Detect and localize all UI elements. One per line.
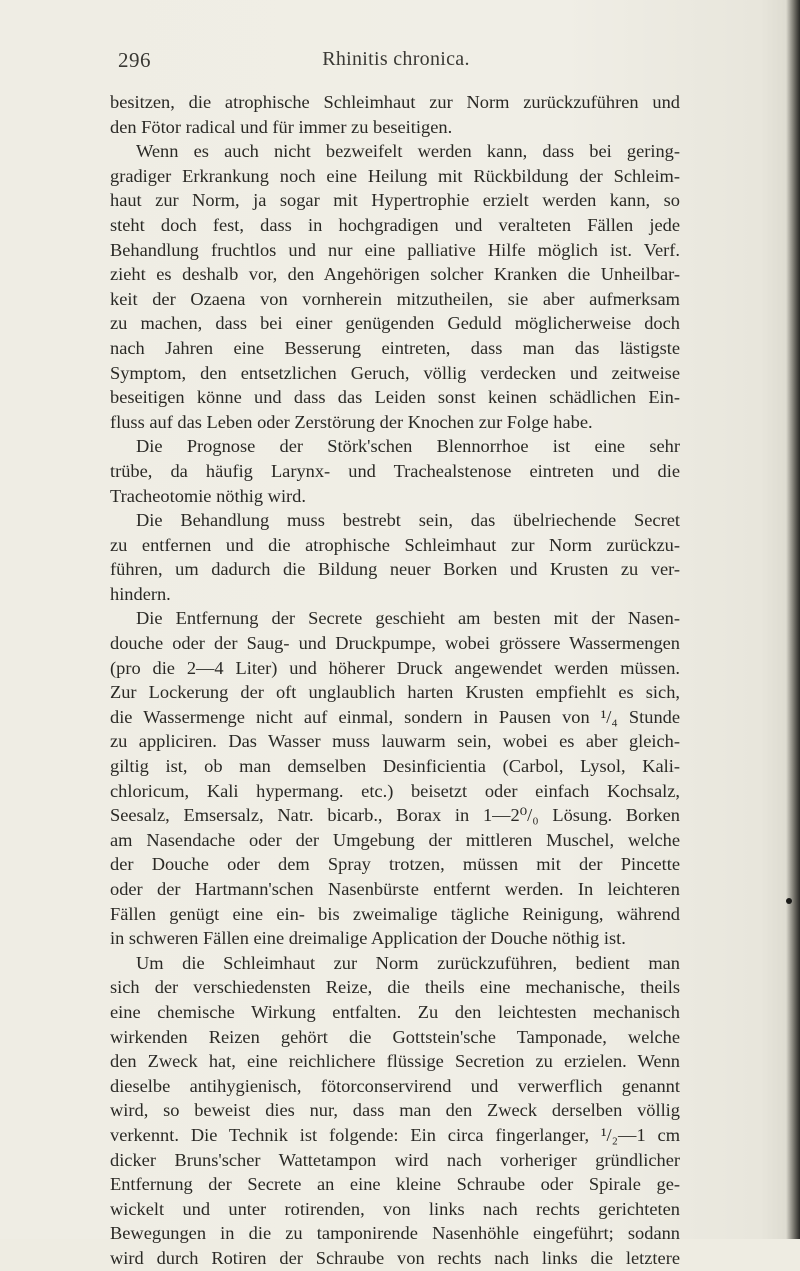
page-number: 296 bbox=[118, 48, 151, 72]
text-line: beseitigen könne und dass das Leiden sonst keinen schädlichen Ein- bbox=[110, 387, 680, 408]
text-line: zu appliciren. Das Wasser muss lauwarm sein, wobei es aber gleich- bbox=[110, 731, 680, 752]
text-line: hindern. bbox=[110, 583, 171, 604]
text-line: führen, um dadurch die Bildung neuer Borken und Krusten zu ver- bbox=[110, 559, 680, 580]
text-line: den Zweck hat, eine reichlichere flüssige Secretion zu erzielen. Wenn bbox=[110, 1051, 680, 1072]
text-line: trübe, da häufig Larynx- und Trachealstenose eintreten und die bbox=[110, 460, 680, 481]
text-line: steht doch fest, dass in hochgradigen und veralteten Fällen jede bbox=[110, 214, 680, 235]
text-line: sich der verschiedensten Reize, die theils eine mechanische, theils bbox=[110, 977, 680, 998]
text-line: wird, so beweist dies nur, dass man den Zweck derselben völlig bbox=[110, 1100, 680, 1121]
text-line: wickelt und unter rotirenden, von links nach rechts gerichteten bbox=[110, 1198, 680, 1219]
text-line: besitzen, die atrophische Schleimhaut zur Norm zurückzuführen und bbox=[110, 92, 680, 112]
text-line: oder der Hartmann'schen Nasenbürste entfernt werden. In leichteren bbox=[110, 879, 680, 899]
text-line: die Wassermenge nicht auf einmal, sondern in Pausen von ¹/₄ Stunde bbox=[110, 706, 680, 727]
text-line: Wenn es auch nicht bezweifelt werden kann, dass bei gering- bbox=[136, 141, 680, 162]
text-line: Die Prognose der Störk'schen Blennorrhoe ist eine sehr bbox=[136, 436, 680, 457]
text-line: chloricum, Kali hypermang. etc.) beisetzt oder einfach Kochsalz, bbox=[110, 780, 680, 801]
text-line: gradiger Erkrankung noch eine Heilung mit Rückbildung der Schleim- bbox=[110, 165, 680, 186]
page-header bbox=[118, 48, 674, 80]
text-line: haut zur Norm, ja sogar mit Hypertrophie erzielt werden kann, so bbox=[110, 190, 680, 211]
text-line: Symptom, den entsetzlichen Geruch, völlig verdecken und zeitweise bbox=[110, 362, 680, 383]
text-line: zu entfernen und die atrophische Schleimhaut zur Norm zurückzu- bbox=[110, 534, 680, 555]
text-line: Tracheotomie nöthig wird. bbox=[110, 485, 306, 506]
text-line: giltig ist, ob man demselben Desinficientia (Carbol, Lysol, Kali- bbox=[110, 756, 680, 777]
text-line: der Douche oder dem Spray trotzen, müssen mit der Pincette bbox=[110, 854, 680, 875]
text-line: Die Behandlung muss bestrebt sein, das übelriechende Secret bbox=[136, 510, 680, 531]
text-line: dieselbe antihygienisch, fötorconservirend und verwerflich genannt bbox=[110, 1075, 680, 1096]
body-text bbox=[110, 90, 680, 1271]
text-line: Die Entfernung der Secrete geschieht am besten mit der Nasen- bbox=[136, 608, 680, 629]
text-line: Entfernung der Secrete an eine kleine Schraube oder Spirale ge- bbox=[110, 1174, 680, 1195]
text-line: dicker Bruns'scher Wattetampon wird nach vorheriger gründlicher bbox=[110, 1149, 680, 1170]
text-line: Seesalz, Emsersalz, Natr. bicarb., Borax in 1—2⁰/₀ Lösung. Borken bbox=[110, 805, 680, 826]
text-line: wirkenden Reizen gehört die Gottstein'sche Tamponade, welche bbox=[110, 1026, 680, 1047]
edge-mark bbox=[786, 898, 792, 904]
text-line: nach Jahren eine Besserung eintreten, dass man das lästigste bbox=[110, 337, 680, 358]
text-line: verkennt. Die Technik ist folgende: Ein circa fingerlanger, ¹/₂—1 cm bbox=[110, 1124, 680, 1145]
running-head: Rhinitis chronica. bbox=[322, 48, 470, 70]
text-line: Bewegungen in die zu tamponirende Nasenhöhle eingeführt; sodann bbox=[110, 1223, 680, 1244]
text-line: Zur Lockerung der oft unglaublich harten Krusten empfiehlt es sich, bbox=[110, 682, 680, 703]
text-line: Behandlung fruchtlos und nur eine palliative Hilfe möglich ist. Verf. bbox=[110, 239, 680, 260]
text-line: Um die Schleimhaut zur Norm zurückzuführen, bedient man bbox=[136, 952, 680, 973]
text-line: den Fötor radical und für immer zu beseitigen. bbox=[110, 116, 453, 137]
page-edge-shadow bbox=[786, 0, 800, 1239]
text-line: eine chemische Wirkung entfalten. Zu den leichtesten mechanisch bbox=[110, 1001, 680, 1022]
text-line: am Nasendache oder der Umgebung der mittleren Muschel, welche bbox=[110, 829, 680, 850]
text-line: (pro die 2—4 Liter) und höherer Druck angewendet werden müssen. bbox=[110, 657, 680, 678]
text-line: Fällen genügt eine ein- bis zweimalige tägliche Reinigung, während bbox=[110, 903, 680, 924]
text-line: zu machen, dass bei einer genügenden Geduld möglicherweise doch bbox=[110, 313, 680, 334]
text-line: keit der Ozaena von vornherein mitzutheilen, sie aber aufmerksam bbox=[110, 288, 680, 309]
text-line: wird durch Rotiren der Schraube von rechts nach links die letztere bbox=[110, 1247, 680, 1268]
text-line: in schweren Fällen eine dreimalige Application der Douche nöthig ist. bbox=[110, 928, 626, 949]
text-line: douche oder der Saug- und Druckpumpe, wobei grössere Wassermengen bbox=[110, 633, 680, 654]
text-line: zieht es deshalb vor, den Angehörigen solcher Kranken die Unheilbar- bbox=[110, 264, 680, 285]
text-line: fluss auf das Leben oder Zerstörung der Knochen zur Folge habe. bbox=[110, 411, 593, 432]
